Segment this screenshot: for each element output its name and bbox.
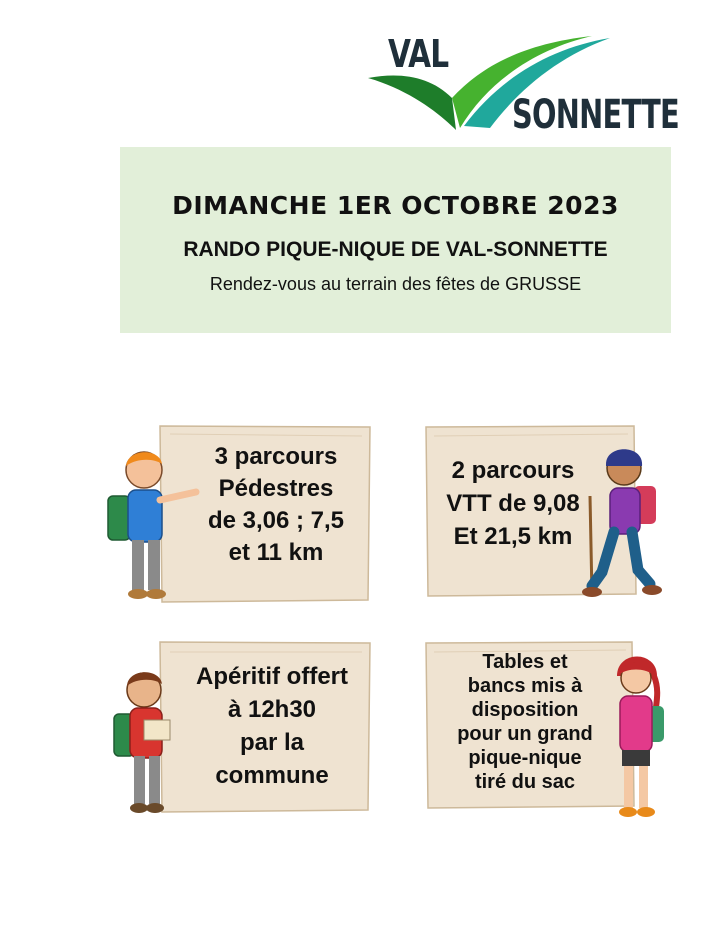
card-hiking-text: [190, 441, 362, 569]
card-line: 2 parcours: [451, 457, 575, 484]
card-line: et 11 km: [228, 539, 324, 566]
card-line: Pédestres: [218, 475, 334, 502]
card-line: pour un grand: [457, 723, 593, 745]
card-aperitif-text: [170, 660, 374, 792]
card-line: VTT de 9,08: [446, 490, 580, 517]
val-sonnette-logo: [360, 28, 679, 138]
card-picnic: [424, 640, 668, 824]
card-picnic-text: [432, 650, 618, 794]
card-hiking-routes: [104, 424, 372, 604]
card-line: pique-nique: [468, 747, 582, 769]
card-line: de 3,06 ; 7,5: [207, 507, 345, 534]
event-date: DIMANCHE 1ER OCTOBRE 2023: [172, 191, 619, 220]
card-line: disposition: [471, 699, 579, 721]
event-title: RANDO PIQUE-NIQUE DE VAL-SONNETTE: [183, 238, 608, 261]
hiker-boy-pointing-icon: [104, 448, 204, 604]
card-aperitif: [108, 640, 372, 820]
card-line: tiré du sac: [474, 771, 576, 793]
card-line: par la: [239, 729, 305, 756]
card-line: commune: [215, 762, 329, 789]
card-line: à 12h30: [227, 696, 317, 723]
card-line: 3 parcours: [214, 443, 338, 470]
card-mtb-text: [424, 454, 602, 553]
event-banner: [120, 147, 671, 333]
card-line: Tables et: [482, 651, 568, 673]
logo-text-val: VAL: [388, 32, 449, 76]
logo-text-sonnette: SONNETTE: [512, 92, 679, 138]
event-location: Rendez-vous au terrain des fêtes de GRUSSE: [209, 274, 582, 294]
card-line: Apéritif offert: [196, 663, 348, 690]
card-line: bancs mis à: [467, 675, 583, 697]
card-mtb-routes: [424, 424, 664, 604]
card-line: Et 21,5 km: [453, 523, 573, 550]
